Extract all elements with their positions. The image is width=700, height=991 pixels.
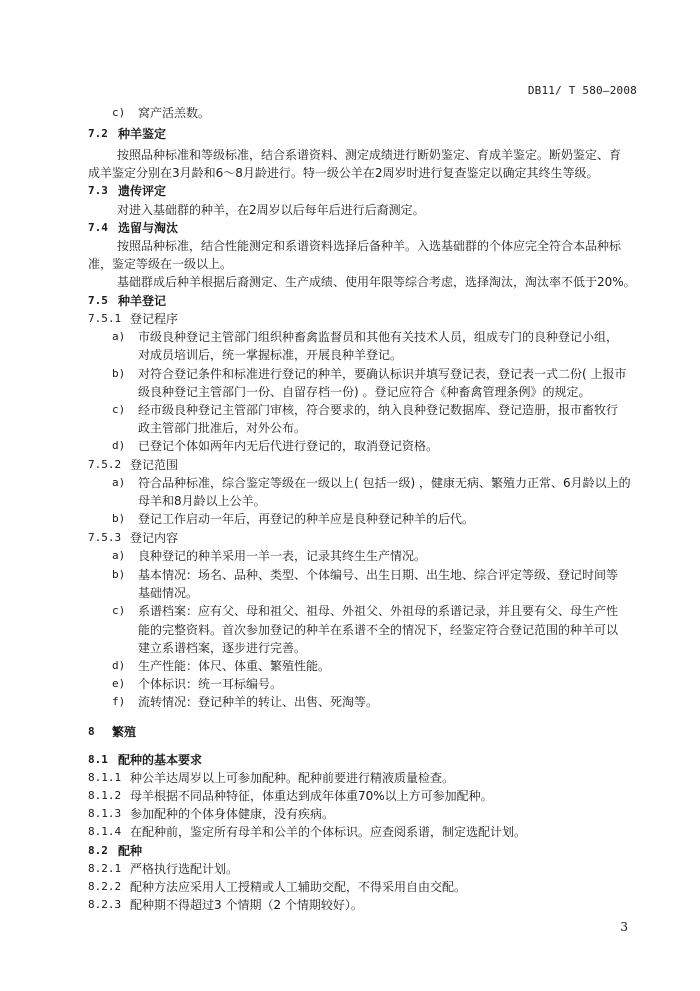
section-number: 8 bbox=[88, 725, 95, 738]
list-item-cont bbox=[0, 583, 700, 603]
section-number: 8.1 bbox=[88, 753, 108, 766]
section-title: 登记内容 bbox=[130, 531, 179, 545]
list-item bbox=[0, 364, 700, 384]
list-marker: c) bbox=[112, 604, 126, 617]
list-item bbox=[0, 656, 700, 676]
paragraph-text: 成羊鉴定分别在3月龄和6～8月龄进行。特一级公羊在2周岁时进行复查鉴定以确定其终生等级。 bbox=[88, 166, 599, 180]
section-title: 种羊鉴定 bbox=[118, 127, 167, 141]
section-number: 8.2.3 bbox=[88, 898, 122, 911]
section-title: 遗传评定 bbox=[118, 184, 167, 198]
section-heading bbox=[0, 181, 700, 201]
section-heading bbox=[0, 218, 700, 238]
section-title: 种羊登记 bbox=[118, 294, 167, 308]
paragraph-line bbox=[0, 200, 700, 220]
list-text: 经市级良种登记主管部门审核，符合要求的，纳入良种登记数据库、登记造册，报市畜牧行 bbox=[138, 403, 619, 417]
list-marker: c) bbox=[112, 403, 126, 416]
list-text: 母羊和8月龄以上公羊。 bbox=[138, 494, 266, 508]
list-item bbox=[0, 327, 700, 347]
list-text: 系谱档案：应有父、母和祖父、祖母、外祖父、外祖母的系谱记录，并且要有父、母生产性 bbox=[138, 604, 619, 618]
list-text: 流转情况：登记种羊的转让、出售、死淘等。 bbox=[138, 695, 379, 709]
section-number: 7.3 bbox=[88, 184, 108, 197]
clause-line bbox=[0, 895, 700, 915]
paragraph-line bbox=[0, 145, 700, 165]
clause-text: 种公羊达周岁以上可参加配种。配种前要进行精液质量检查。 bbox=[130, 771, 455, 785]
list-marker: e) bbox=[112, 677, 126, 690]
paragraph-text: 基础群成后种羊根据后裔测定、生产成绩、使用年限等综合考虑，选择淘汰，淘汰率不低于20%。 bbox=[117, 275, 636, 289]
list-item-cont bbox=[0, 382, 700, 402]
section-number: 8.2.2 bbox=[88, 880, 122, 893]
paragraph-text: 按照品种标准和等级标准，结合系谱资料、测定成绩进行断奶鉴定、育成羊鉴定。断奶鉴定、育 bbox=[117, 148, 622, 162]
section-title: 登记范围 bbox=[130, 458, 179, 472]
list-item-cont bbox=[0, 418, 700, 438]
clause-line bbox=[0, 768, 700, 788]
section-number: 8.1.4 bbox=[88, 825, 122, 838]
list-marker: f) bbox=[112, 695, 126, 708]
list-marker: b) bbox=[112, 568, 126, 581]
clause-text: 严格执行选配计划。 bbox=[130, 862, 239, 876]
list-text: 基础情况。 bbox=[138, 586, 199, 600]
paragraph-text: 准，鉴定等级在一级以上。 bbox=[88, 257, 233, 271]
clause-text: 在配种前，鉴定所有母羊和公羊的个体标识。应查阅系谱，制定选配计划。 bbox=[130, 825, 527, 839]
list-item bbox=[0, 546, 700, 566]
section-number: 8.2 bbox=[88, 844, 108, 857]
list-marker: d) bbox=[112, 439, 126, 452]
section-number: 8.1.2 bbox=[88, 789, 122, 802]
section-number: 7.2 bbox=[88, 127, 108, 140]
paragraph-text: 按照品种标准，结合性能测定和系谱资料选择后备种羊。入选基础群的个体应完全符合本品种标 bbox=[117, 239, 622, 253]
list-item-cont bbox=[0, 491, 700, 511]
list-item bbox=[0, 601, 700, 621]
list-item bbox=[0, 509, 700, 529]
list-text: 能的完整资料。首次参加登记的种羊在系谱不全的情况下，经鉴定符合登记范围的种羊可以 bbox=[138, 623, 619, 637]
clause-text: 配种期不得超过3 个情期（2 个情期较好）。 bbox=[130, 898, 363, 912]
section-number: 8.1.3 bbox=[88, 807, 122, 820]
list-item bbox=[0, 692, 700, 712]
clause-line bbox=[0, 804, 700, 824]
section-number: 8.2.1 bbox=[88, 862, 122, 875]
section-title: 配种 bbox=[118, 844, 143, 858]
section-number: 7.5.3 bbox=[88, 531, 122, 544]
section-number: 7.5 bbox=[88, 294, 108, 307]
list-text: 对符合登记条件和标准进行登记的种羊，要确认标识并填写登记表，登记表一式二份( 上报市 bbox=[138, 367, 627, 381]
list-item bbox=[0, 473, 700, 493]
clause-line bbox=[0, 859, 700, 879]
list-marker: d) bbox=[112, 659, 126, 672]
clause-text: 参加配种的个体身体健康，没有疾病。 bbox=[130, 807, 335, 821]
list-text: 级良种登记主管部门一份、自留存档一份) 。登记应符合《种畜禽管理条例》的规定。 bbox=[138, 385, 591, 399]
paragraph-text: 对进入基础群的种羊，在2周岁以后每年后进行后裔测定。 bbox=[117, 203, 425, 217]
section-title: 配种的基本要求 bbox=[118, 753, 203, 767]
list-item bbox=[0, 674, 700, 694]
list-text: 基本情况：场名、品种、类型、个体编号、出生日期、出生地、综合评定等级、登记时间等 bbox=[138, 568, 619, 582]
paragraph-line bbox=[0, 236, 700, 256]
list-item bbox=[0, 103, 700, 123]
list-text: 对成员培训后，统一掌握标准，开展良种羊登记。 bbox=[138, 348, 403, 362]
list-text: 窝产活羔数。 bbox=[138, 106, 211, 120]
list-marker: b) bbox=[112, 512, 126, 525]
list-marker: c) bbox=[112, 106, 126, 119]
subsection-heading bbox=[0, 528, 700, 548]
list-marker: a) bbox=[112, 549, 126, 562]
list-text: 符合品种标准，综合鉴定等级在一级以上( 包括一级) ，健康无病、繁殖力正常、6月龄以上的 bbox=[138, 476, 631, 490]
section-number: 8.1.1 bbox=[88, 771, 122, 784]
clause-text: 配种方法应采用人工授精或人工辅助交配，不得采用自由交配。 bbox=[130, 880, 467, 894]
standard-id: DB11/ T 580—2008 bbox=[527, 84, 637, 97]
clause-text: 母羊根据不同品种特征，体重达到成年体重70%以上方可参加配种。 bbox=[130, 789, 493, 803]
list-marker: a) bbox=[112, 476, 126, 489]
clause-line bbox=[0, 822, 700, 842]
list-item-cont bbox=[0, 345, 700, 365]
list-item-cont bbox=[0, 620, 700, 640]
section-heading bbox=[0, 291, 700, 311]
section-title: 登记程序 bbox=[130, 312, 179, 326]
list-item bbox=[0, 400, 700, 420]
list-text: 良种登记的种羊采用一羊一表，记录其终生生产情况。 bbox=[138, 549, 427, 563]
section-title: 繁殖 bbox=[112, 725, 137, 739]
list-text: 建立系谱档案，逐步进行完善。 bbox=[138, 641, 307, 655]
chapter-heading bbox=[0, 722, 700, 742]
page-number: 3 bbox=[620, 920, 628, 934]
section-number: 7.4 bbox=[88, 221, 108, 234]
section-heading bbox=[0, 124, 700, 144]
subsection-heading bbox=[0, 455, 700, 475]
section-heading bbox=[0, 750, 700, 770]
list-text: 生产性能：体尺、体重、繁殖性能。 bbox=[138, 659, 331, 673]
list-item-cont bbox=[0, 638, 700, 658]
section-number: 7.5.1 bbox=[88, 312, 122, 325]
section-number: 7.5.2 bbox=[88, 458, 122, 471]
list-text: 登记工作启动一年后，再登记的种羊应是良种登记种羊的后代。 bbox=[138, 512, 475, 526]
list-marker: a) bbox=[112, 330, 126, 343]
clause-line bbox=[0, 786, 700, 806]
subsection-heading bbox=[0, 309, 700, 329]
list-marker: b) bbox=[112, 367, 126, 380]
list-item bbox=[0, 565, 700, 585]
list-text: 市级良种登记主管部门组织种畜禽监督员和其他有关技术人员，组成专门的良种登记小组， bbox=[138, 330, 619, 344]
list-item bbox=[0, 436, 700, 456]
section-heading bbox=[0, 841, 700, 861]
list-text: 个体标识：统一耳标编号。 bbox=[138, 677, 283, 691]
clause-line bbox=[0, 877, 700, 897]
paragraph-line bbox=[0, 163, 700, 183]
paragraph-line bbox=[0, 272, 700, 292]
list-text: 政主管部门批准后，对外公布。 bbox=[138, 421, 307, 435]
section-title: 选留与淘汰 bbox=[118, 221, 179, 235]
list-text: 已登记个体如两年内无后代进行登记的，取消登记资格。 bbox=[138, 439, 439, 453]
paragraph-line bbox=[0, 254, 700, 274]
